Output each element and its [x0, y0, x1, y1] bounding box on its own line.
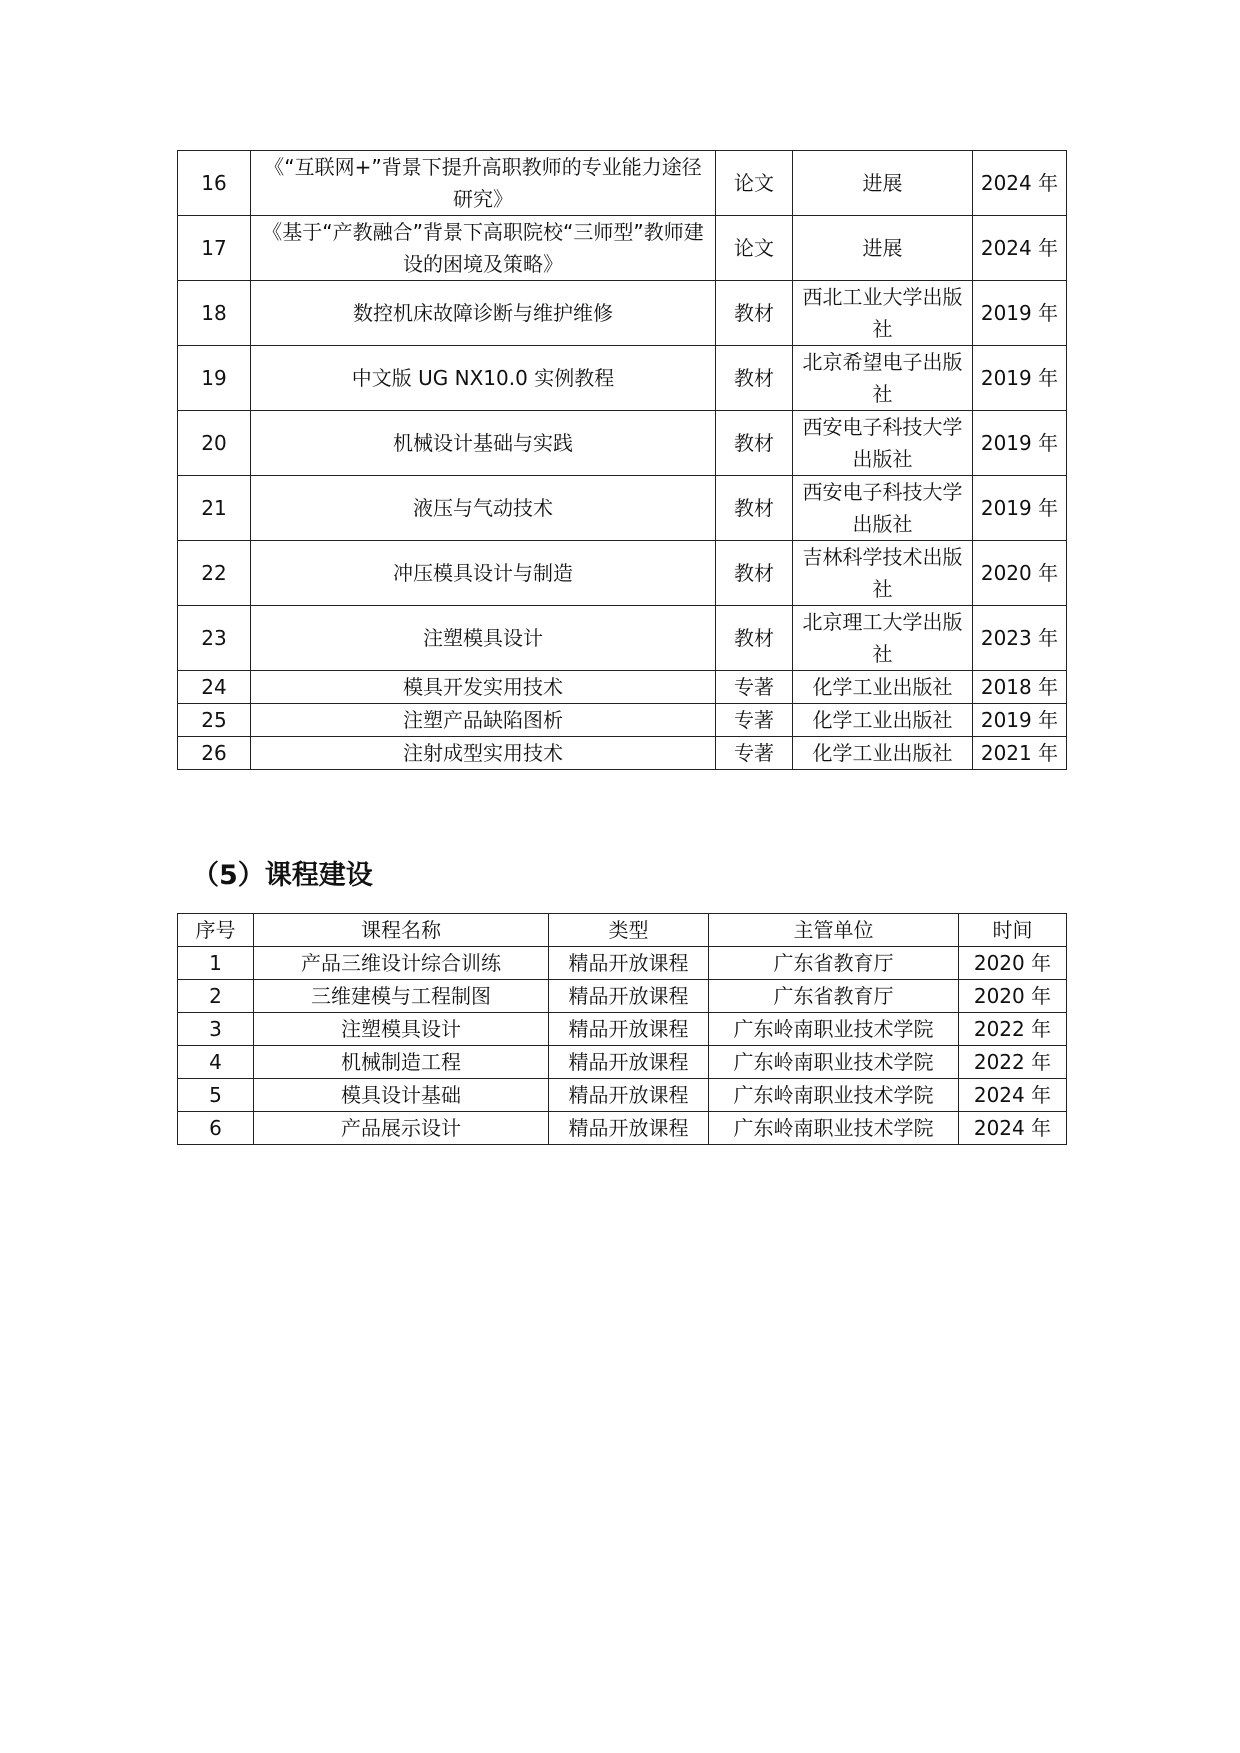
publication-year: 2019 年	[973, 411, 1067, 476]
course-org: 广东岭南职业技术学院	[709, 1079, 959, 1112]
course-name: 产品展示设计	[254, 1112, 549, 1145]
table-row	[178, 737, 1067, 770]
publication-year: 2019 年	[973, 476, 1067, 541]
course-type: 精品开放课程	[549, 980, 709, 1013]
row-number: 4	[178, 1046, 254, 1079]
publication-type: 论文	[716, 216, 793, 281]
row-number: 17	[178, 216, 251, 281]
publication-title: 数控机床故障诊断与维护维修	[251, 281, 716, 346]
publication-source: 西安电子科技大学出版社	[793, 476, 973, 541]
publication-title: 注塑产品缺陷图析	[251, 704, 716, 737]
table-row	[178, 671, 1067, 704]
row-number: 16	[178, 151, 251, 216]
course-name: 模具设计基础	[254, 1079, 549, 1112]
course-org: 广东岭南职业技术学院	[709, 1112, 959, 1145]
course-type: 精品开放课程	[549, 1112, 709, 1145]
section-heading: （5）课程建设	[192, 860, 373, 891]
publication-title: 《基于“产教融合”背景下高职院校“三师型”教师建设的困境及策略》	[251, 216, 716, 281]
course-year: 2020 年	[959, 947, 1067, 980]
table-row	[178, 1046, 1067, 1079]
courses-table	[177, 913, 1067, 1145]
table-row	[178, 1013, 1067, 1046]
publication-year: 2018 年	[973, 671, 1067, 704]
course-name: 三维建模与工程制图	[254, 980, 549, 1013]
course-type: 精品开放课程	[549, 1046, 709, 1079]
table-row	[178, 980, 1067, 1013]
publication-year: 2019 年	[973, 281, 1067, 346]
publication-type: 教材	[716, 411, 793, 476]
publication-source: 西北工业大学出版社	[793, 281, 973, 346]
publications-table	[177, 150, 1067, 770]
table-row	[178, 216, 1067, 281]
column-header: 课程名称	[254, 914, 549, 947]
course-year: 2022 年	[959, 1046, 1067, 1079]
publication-year: 2023 年	[973, 606, 1067, 671]
row-number: 18	[178, 281, 251, 346]
table-row	[178, 541, 1067, 606]
publication-year: 2024 年	[973, 216, 1067, 281]
row-number: 22	[178, 541, 251, 606]
course-name: 机械制造工程	[254, 1046, 549, 1079]
table-row	[178, 346, 1067, 411]
row-number: 2	[178, 980, 254, 1013]
table-row	[178, 1112, 1067, 1145]
publication-title: 注塑模具设计	[251, 606, 716, 671]
publication-type: 专著	[716, 704, 793, 737]
table-row	[178, 947, 1067, 980]
publication-type: 教材	[716, 281, 793, 346]
course-name: 注塑模具设计	[254, 1013, 549, 1046]
row-number: 5	[178, 1079, 254, 1112]
publication-source: 进展	[793, 216, 973, 281]
table-row	[178, 476, 1067, 541]
publication-source: 北京理工大学出版社	[793, 606, 973, 671]
publication-source: 化学工业出版社	[793, 671, 973, 704]
table-row	[178, 704, 1067, 737]
publication-year: 2019 年	[973, 346, 1067, 411]
course-year: 2024 年	[959, 1079, 1067, 1112]
row-number: 3	[178, 1013, 254, 1046]
row-number: 20	[178, 411, 251, 476]
publication-title: 机械设计基础与实践	[251, 411, 716, 476]
course-org: 广东省教育厅	[709, 947, 959, 980]
publication-year: 2024 年	[973, 151, 1067, 216]
publication-type: 专著	[716, 671, 793, 704]
publication-source: 西安电子科技大学出版社	[793, 411, 973, 476]
publication-source: 北京希望电子出版社	[793, 346, 973, 411]
publication-source: 化学工业出版社	[793, 737, 973, 770]
table-header-row	[178, 914, 1067, 947]
publication-year: 2021 年	[973, 737, 1067, 770]
table-row	[178, 606, 1067, 671]
publication-title: 注射成型实用技术	[251, 737, 716, 770]
publication-source: 进展	[793, 151, 973, 216]
table-row	[178, 151, 1067, 216]
row-number: 6	[178, 1112, 254, 1145]
publication-type: 教材	[716, 606, 793, 671]
publication-title: 模具开发实用技术	[251, 671, 716, 704]
course-year: 2024 年	[959, 1112, 1067, 1145]
row-number: 26	[178, 737, 251, 770]
publication-type: 教材	[716, 476, 793, 541]
row-number: 19	[178, 346, 251, 411]
column-header: 序号	[178, 914, 254, 947]
row-number: 24	[178, 671, 251, 704]
course-name: 产品三维设计综合训练	[254, 947, 549, 980]
publication-source: 吉林科学技术出版社	[793, 541, 973, 606]
course-type: 精品开放课程	[549, 1079, 709, 1112]
row-number: 25	[178, 704, 251, 737]
column-header: 时间	[959, 914, 1067, 947]
publication-type: 教材	[716, 541, 793, 606]
course-type: 精品开放课程	[549, 1013, 709, 1046]
table-row	[178, 281, 1067, 346]
publication-year: 2020 年	[973, 541, 1067, 606]
column-header: 类型	[549, 914, 709, 947]
table-row	[178, 1079, 1067, 1112]
publication-title: 中文版 UG NX10.0 实例教程	[251, 346, 716, 411]
course-year: 2022 年	[959, 1013, 1067, 1046]
publication-title: 《“互联网+”背景下提升高职教师的专业能力途径研究》	[251, 151, 716, 216]
course-org: 广东省教育厅	[709, 980, 959, 1013]
publication-year: 2019 年	[973, 704, 1067, 737]
column-header: 主管单位	[709, 914, 959, 947]
publication-type: 论文	[716, 151, 793, 216]
publication-type: 教材	[716, 346, 793, 411]
publication-source: 化学工业出版社	[793, 704, 973, 737]
table-row	[178, 411, 1067, 476]
course-org: 广东岭南职业技术学院	[709, 1013, 959, 1046]
course-year: 2020 年	[959, 980, 1067, 1013]
row-number: 21	[178, 476, 251, 541]
publication-type: 专著	[716, 737, 793, 770]
row-number: 23	[178, 606, 251, 671]
publication-title: 冲压模具设计与制造	[251, 541, 716, 606]
course-org: 广东岭南职业技术学院	[709, 1046, 959, 1079]
course-type: 精品开放课程	[549, 947, 709, 980]
row-number: 1	[178, 947, 254, 980]
publication-title: 液压与气动技术	[251, 476, 716, 541]
